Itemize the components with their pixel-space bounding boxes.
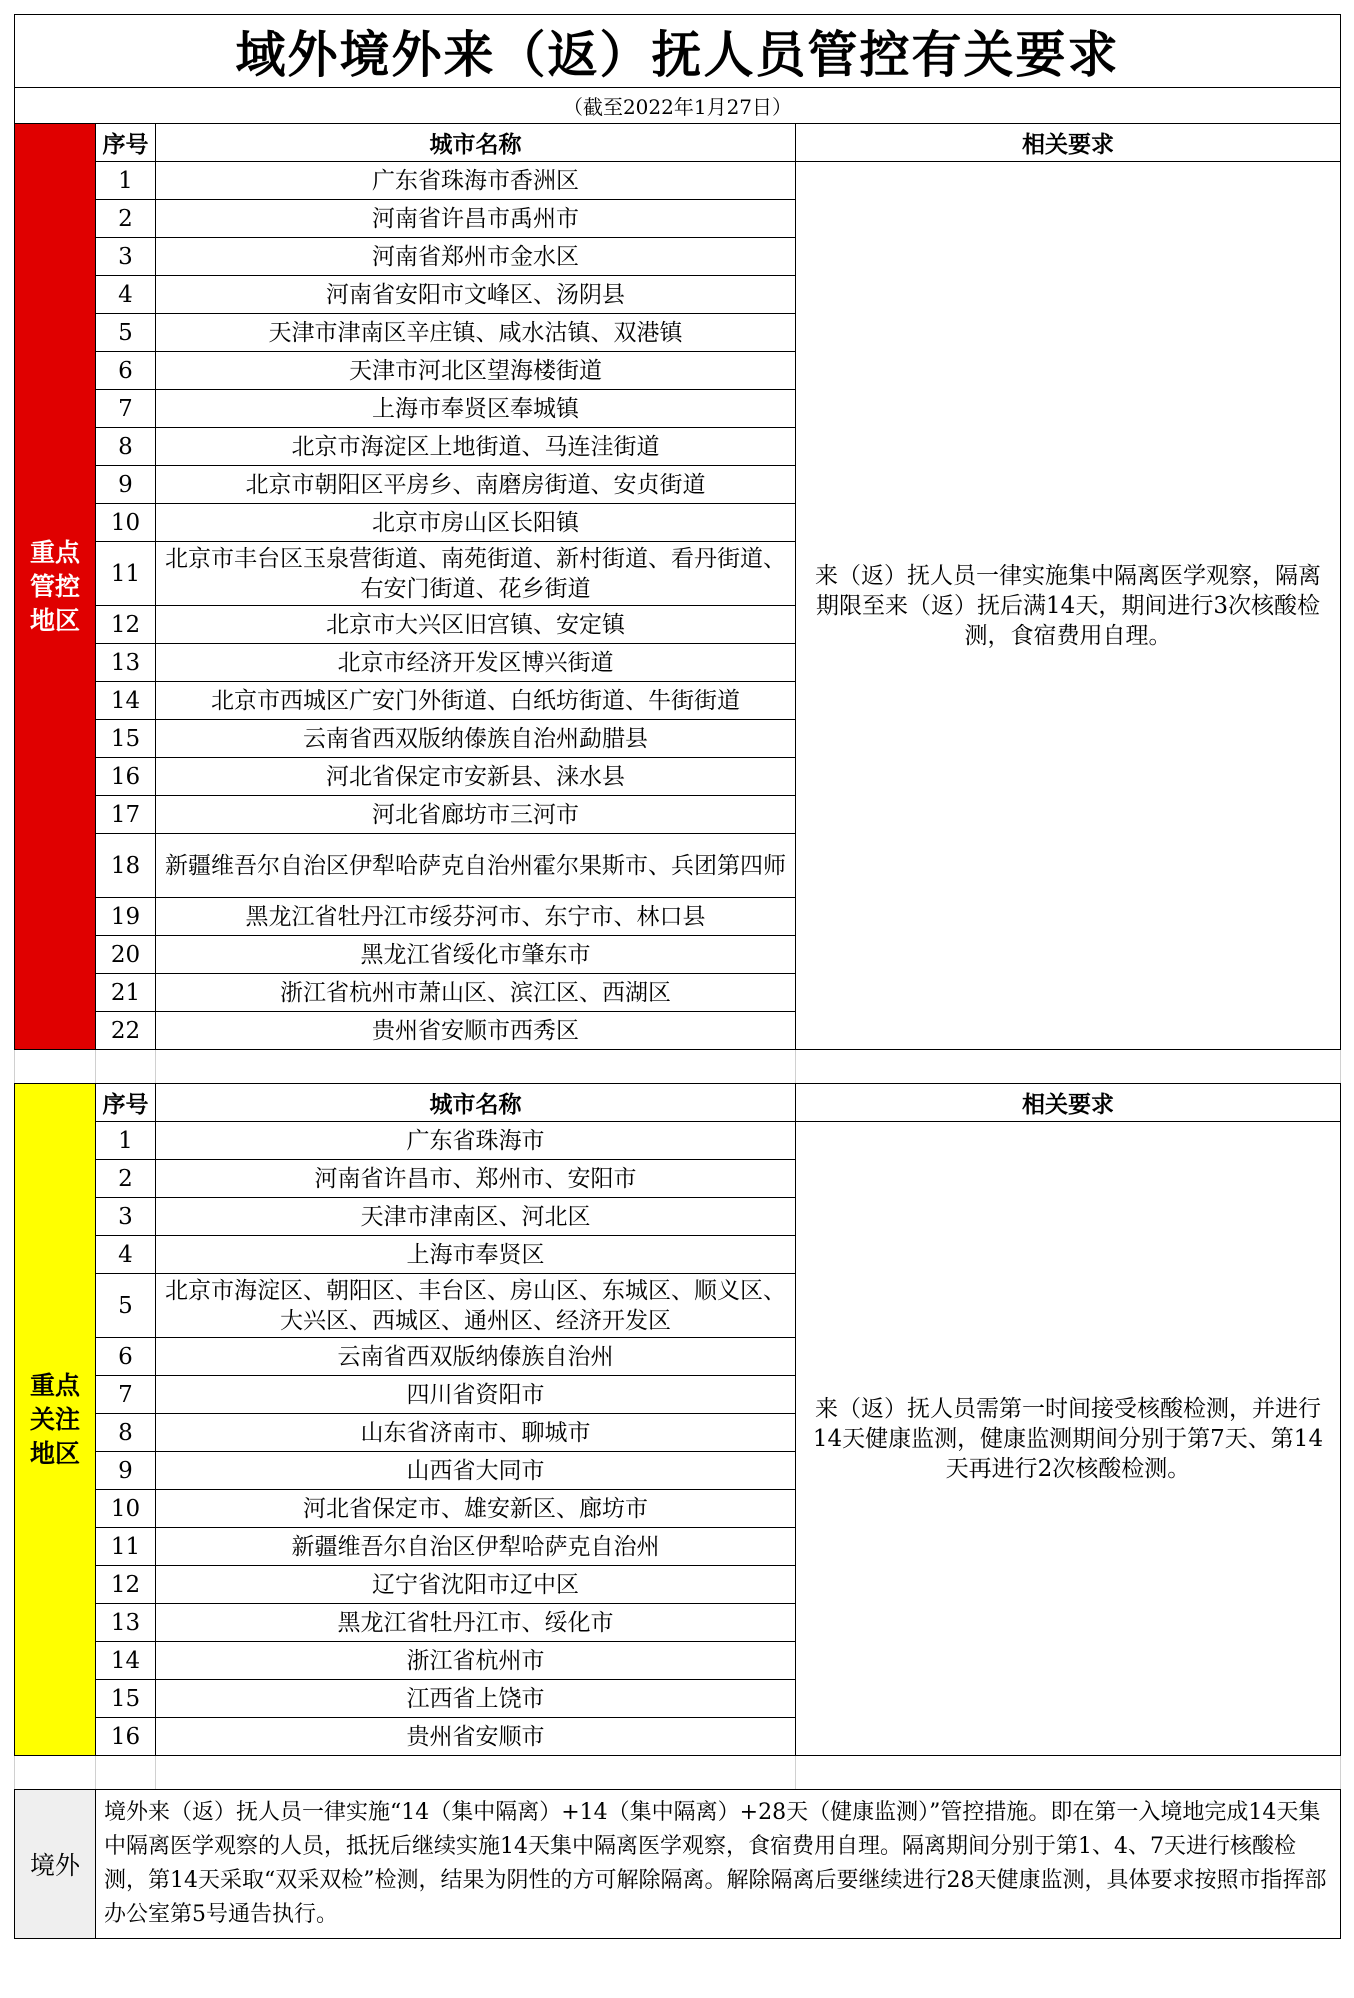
row-number: 5 <box>96 314 156 352</box>
page-title: 域外境外来（返）抚人员管控有关要求 <box>15 15 1341 88</box>
row-number: 19 <box>96 898 156 936</box>
city-name: 浙江省杭州市萧山区、滨江区、西湖区 <box>156 974 796 1012</box>
city-name: 北京市朝阳区平房乡、南磨房街道、安贞街道 <box>156 466 796 504</box>
city-name: 北京市经济开发区博兴街道 <box>156 644 796 682</box>
city-name: 新疆维吾尔自治区伊犁哈萨克自治州霍尔果斯市、兵团第四师 <box>156 834 796 898</box>
row-number: 10 <box>96 1490 156 1528</box>
row-number: 15 <box>96 1680 156 1718</box>
city-name: 河南省许昌市禹州市 <box>156 200 796 238</box>
spacer-cell <box>96 1050 156 1084</box>
row-number: 10 <box>96 504 156 542</box>
abroad-requirement: 境外来（返）抚人员一律实施“14（集中隔离）+14（集中隔离）+28天（健康监测）”管控措施。即在第一入境地完成14天集中隔离医学观察的人员，抵抚后继续实施14天集中隔离医学观察，食宿费用自理。隔离期间分别于第1、4、7天进行核酸检测，第14天采取“双采双检”检测，结果为阴性的方可解除隔离。解除隔离后要继续进行28天健康监测，具体要求按照市指挥部办公室第5号通告执行。 <box>96 1790 1341 1939</box>
spacer-cell <box>796 1756 1341 1790</box>
city-name: 辽宁省沈阳市辽中区 <box>156 1566 796 1604</box>
spacer-cell <box>15 1050 96 1084</box>
table-row <box>15 162 1341 200</box>
row-number: 11 <box>96 1528 156 1566</box>
row-number: 14 <box>96 1642 156 1680</box>
row-number: 7 <box>96 1376 156 1414</box>
city-name: 广东省珠海市香洲区 <box>156 162 796 200</box>
city-name: 北京市丰台区玉泉营街道、南苑街道、新村街道、看丹街道、右安门街道、花乡街道 <box>156 542 796 606</box>
row-number: 9 <box>96 1452 156 1490</box>
header-no: 序号 <box>96 1084 156 1122</box>
city-name: 云南省西双版纳傣族自治州 <box>156 1338 796 1376</box>
row-number: 4 <box>96 276 156 314</box>
city-name: 黑龙江省牡丹江市、绥化市 <box>156 1604 796 1642</box>
city-name: 上海市奉贤区奉城镇 <box>156 390 796 428</box>
spacer-cell <box>15 1756 96 1790</box>
key-attention-region <box>15 1084 96 1756</box>
row-number: 2 <box>96 200 156 238</box>
city-name: 北京市海淀区上地街道、马连洼街道 <box>156 428 796 466</box>
city-name: 北京市西城区广安门外街道、白纸坊街道、牛街街道 <box>156 682 796 720</box>
abroad-label: 境外 <box>15 1790 96 1939</box>
row-number: 9 <box>96 466 156 504</box>
requirement-text: 来（返）抚人员需第一时间接受核酸检测，并进行14天健康监测，健康监测期间分别于第7天、第14天再进行2次核酸检测。 <box>796 1122 1341 1756</box>
row-number: 6 <box>96 1338 156 1376</box>
row-number: 7 <box>96 390 156 428</box>
city-name: 河南省郑州市金水区 <box>156 238 796 276</box>
city-name: 北京市海淀区、朝阳区、丰台区、房山区、东城区、顺义区、大兴区、西城区、通州区、经济开发区 <box>156 1274 796 1338</box>
city-name: 河北省廊坊市三河市 <box>156 796 796 834</box>
requirement-text: 来（返）抚人员一律实施集中隔离医学观察，隔离期限至来（返）抚后满14天，期间进行3次核酸检测，食宿费用自理。 <box>796 162 1341 1050</box>
city-name: 上海市奉贤区 <box>156 1236 796 1274</box>
row-number: 11 <box>96 542 156 606</box>
city-name: 河北省保定市、雄安新区、廊坊市 <box>156 1490 796 1528</box>
row-number: 22 <box>96 1012 156 1050</box>
header-city: 城市名称 <box>156 124 796 162</box>
spacer-cell <box>156 1756 796 1790</box>
spacer-cell <box>796 1050 1341 1084</box>
header-no: 序号 <box>96 124 156 162</box>
row-number: 16 <box>96 1718 156 1756</box>
city-name: 河南省许昌市、郑州市、安阳市 <box>156 1160 796 1198</box>
city-name: 北京市房山区长阳镇 <box>156 504 796 542</box>
row-number: 13 <box>96 1604 156 1642</box>
key-attention-region-label: 重点关注地区 <box>29 1370 80 1468</box>
city-name: 四川省资阳市 <box>156 1376 796 1414</box>
row-number: 8 <box>96 1414 156 1452</box>
row-number: 18 <box>96 834 156 898</box>
city-name: 浙江省杭州市 <box>156 1642 796 1680</box>
row-number: 8 <box>96 428 156 466</box>
row-number: 12 <box>96 1566 156 1604</box>
city-name: 黑龙江省绥化市肇东市 <box>156 936 796 974</box>
key-control-region <box>15 124 96 1050</box>
key-control-region-label: 重点管控地区 <box>29 537 80 635</box>
row-number: 16 <box>96 758 156 796</box>
city-name: 天津市津南区、河北区 <box>156 1198 796 1236</box>
city-name: 黑龙江省牡丹江市绥芬河市、东宁市、林口县 <box>156 898 796 936</box>
row-number: 20 <box>96 936 156 974</box>
row-number: 6 <box>96 352 156 390</box>
city-name: 河南省安阳市文峰区、汤阴县 <box>156 276 796 314</box>
city-name: 云南省西双版纳傣族自治州勐腊县 <box>156 720 796 758</box>
row-number: 1 <box>96 162 156 200</box>
row-number: 21 <box>96 974 156 1012</box>
row-number: 12 <box>96 606 156 644</box>
row-number: 17 <box>96 796 156 834</box>
row-number: 1 <box>96 1122 156 1160</box>
city-name: 贵州省安顺市 <box>156 1718 796 1756</box>
notice-table <box>14 14 1341 1939</box>
city-name: 河北省保定市安新县、涞水县 <box>156 758 796 796</box>
row-number: 13 <box>96 644 156 682</box>
table-row <box>15 1122 1341 1160</box>
row-number: 2 <box>96 1160 156 1198</box>
row-number: 15 <box>96 720 156 758</box>
row-number: 14 <box>96 682 156 720</box>
row-number: 3 <box>96 1198 156 1236</box>
city-name: 山东省济南市、聊城市 <box>156 1414 796 1452</box>
header-requirement: 相关要求 <box>796 1084 1341 1122</box>
city-name: 江西省上饶市 <box>156 1680 796 1718</box>
spacer-cell <box>156 1050 796 1084</box>
city-name: 新疆维吾尔自治区伊犁哈萨克自治州 <box>156 1528 796 1566</box>
header-requirement: 相关要求 <box>796 124 1341 162</box>
date-note: （截至2022年1月27日） <box>15 88 1341 124</box>
city-name: 天津市津南区辛庄镇、咸水沽镇、双港镇 <box>156 314 796 352</box>
city-name: 天津市河北区望海楼街道 <box>156 352 796 390</box>
city-name: 北京市大兴区旧宫镇、安定镇 <box>156 606 796 644</box>
city-name: 贵州省安顺市西秀区 <box>156 1012 796 1050</box>
header-city: 城市名称 <box>156 1084 796 1122</box>
city-name: 广东省珠海市 <box>156 1122 796 1160</box>
notice-sheet <box>14 14 1340 1939</box>
row-number: 3 <box>96 238 156 276</box>
row-number: 4 <box>96 1236 156 1274</box>
row-number: 5 <box>96 1274 156 1338</box>
city-name: 山西省大同市 <box>156 1452 796 1490</box>
spacer-cell <box>96 1756 156 1790</box>
